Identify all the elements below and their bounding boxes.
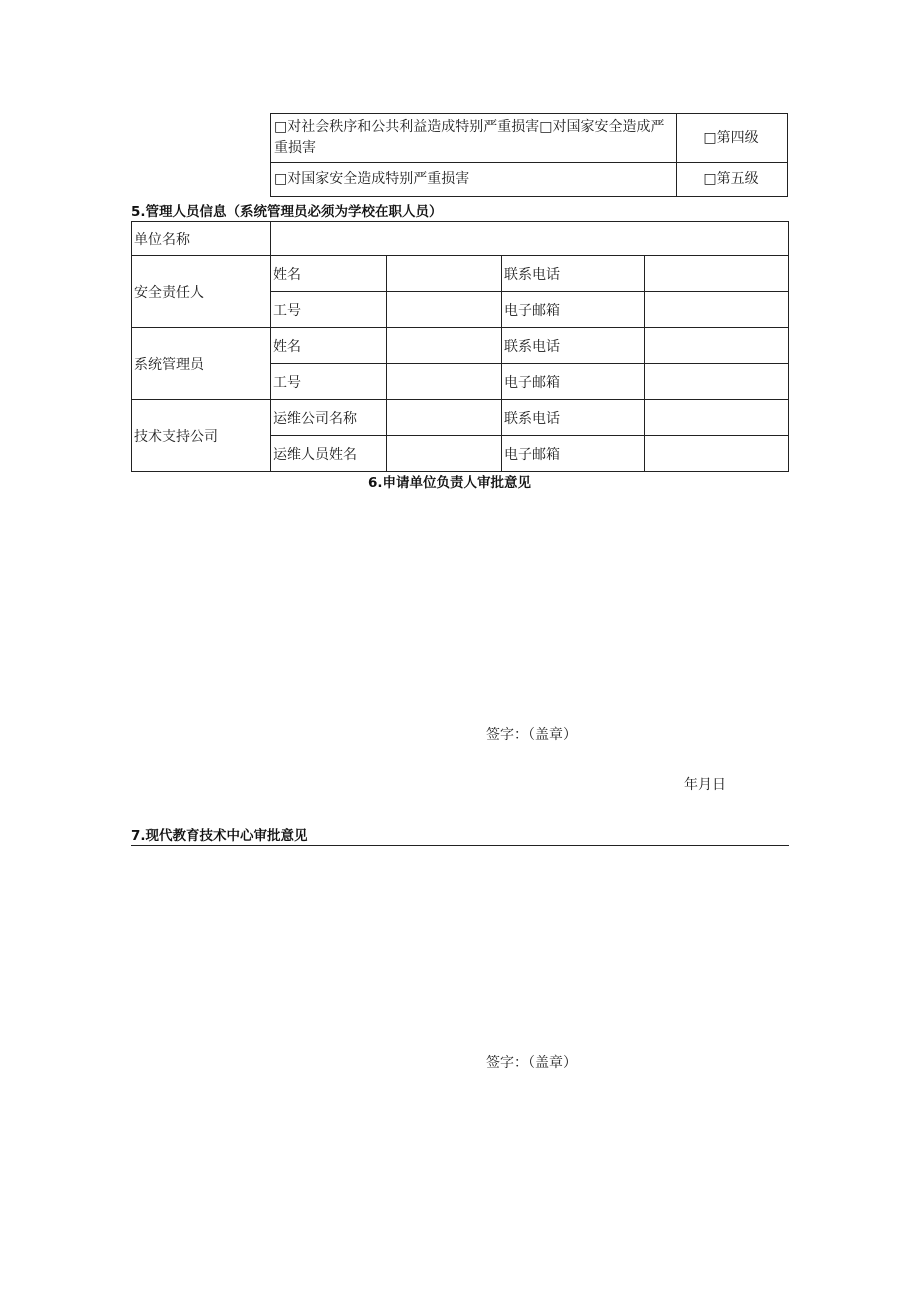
grading-desc-level-4: □对社会秩序和公共利益造成特别严重损害□对国家安全造成严重损害 bbox=[271, 114, 677, 163]
grading-desc-level-5: □对国家安全造成特别严重损害 bbox=[271, 163, 677, 197]
section6-title: 6.申请单位负责人审批意见 bbox=[368, 475, 532, 491]
staff-table bbox=[131, 221, 789, 472]
security-officer-id-label: 工号 bbox=[271, 292, 387, 328]
sysadmin-email-label: 电子邮箱 bbox=[502, 364, 645, 400]
support-company-label: 技术支持公司 bbox=[132, 400, 271, 472]
section5-title: 5.管理人员信息（系统管理员必须为学校在职人员） bbox=[131, 204, 443, 220]
security-officer-name-input[interactable] bbox=[387, 256, 502, 292]
security-officer-phone-label: 联系电话 bbox=[502, 256, 645, 292]
section6-opinion-area[interactable] bbox=[131, 496, 788, 716]
security-officer-name-label: 姓名 bbox=[271, 256, 387, 292]
support-email-label: 电子邮箱 bbox=[502, 436, 645, 472]
support-phone-label: 联系电话 bbox=[502, 400, 645, 436]
security-officer-label: 安全责任人 bbox=[132, 256, 271, 328]
section7-title: 7.现代教育技术中心审批意见 bbox=[131, 828, 308, 844]
ops-staff-name-label: 运维人员姓名 bbox=[271, 436, 387, 472]
sysadmin-email-input[interactable] bbox=[645, 364, 789, 400]
ops-company-name-label: 运维公司名称 bbox=[271, 400, 387, 436]
security-officer-id-input[interactable] bbox=[387, 292, 502, 328]
security-officer-email-input[interactable] bbox=[645, 292, 789, 328]
sysadmin-name-input[interactable] bbox=[387, 328, 502, 364]
grading-row-level-5 bbox=[271, 163, 788, 197]
support-phone-input[interactable] bbox=[645, 400, 789, 436]
section6-date: 年月日 bbox=[684, 777, 726, 793]
sysadmin-id-label: 工号 bbox=[271, 364, 387, 400]
security-officer-row-1 bbox=[132, 256, 789, 292]
section7-divider bbox=[131, 845, 789, 846]
sysadmin-phone-input[interactable] bbox=[645, 328, 789, 364]
ops-company-name-input[interactable] bbox=[387, 400, 502, 436]
section7-signature: 签字：（盖章） bbox=[486, 1055, 577, 1071]
sysadmin-id-input[interactable] bbox=[387, 364, 502, 400]
sysadmin-row-1 bbox=[132, 328, 789, 364]
security-officer-phone-input[interactable] bbox=[645, 256, 789, 292]
ops-staff-name-input[interactable] bbox=[387, 436, 502, 472]
support-company-row-1 bbox=[132, 400, 789, 436]
sysadmin-label: 系统管理员 bbox=[132, 328, 271, 400]
grading-checkbox-level-4[interactable]: □第四级 bbox=[677, 114, 788, 163]
section6-signature: 签字：（盖章） bbox=[486, 727, 577, 743]
grading-table bbox=[270, 113, 788, 197]
grading-row-level-4 bbox=[271, 114, 788, 163]
unit-name-label: 单位名称 bbox=[132, 222, 271, 256]
section7-opinion-area[interactable] bbox=[131, 850, 788, 1040]
support-email-input[interactable] bbox=[645, 436, 789, 472]
unit-row bbox=[132, 222, 789, 256]
grading-checkbox-level-5[interactable]: □第五级 bbox=[677, 163, 788, 197]
sysadmin-name-label: 姓名 bbox=[271, 328, 387, 364]
security-officer-email-label: 电子邮箱 bbox=[502, 292, 645, 328]
sysadmin-phone-label: 联系电话 bbox=[502, 328, 645, 364]
unit-name-input[interactable] bbox=[271, 222, 789, 256]
